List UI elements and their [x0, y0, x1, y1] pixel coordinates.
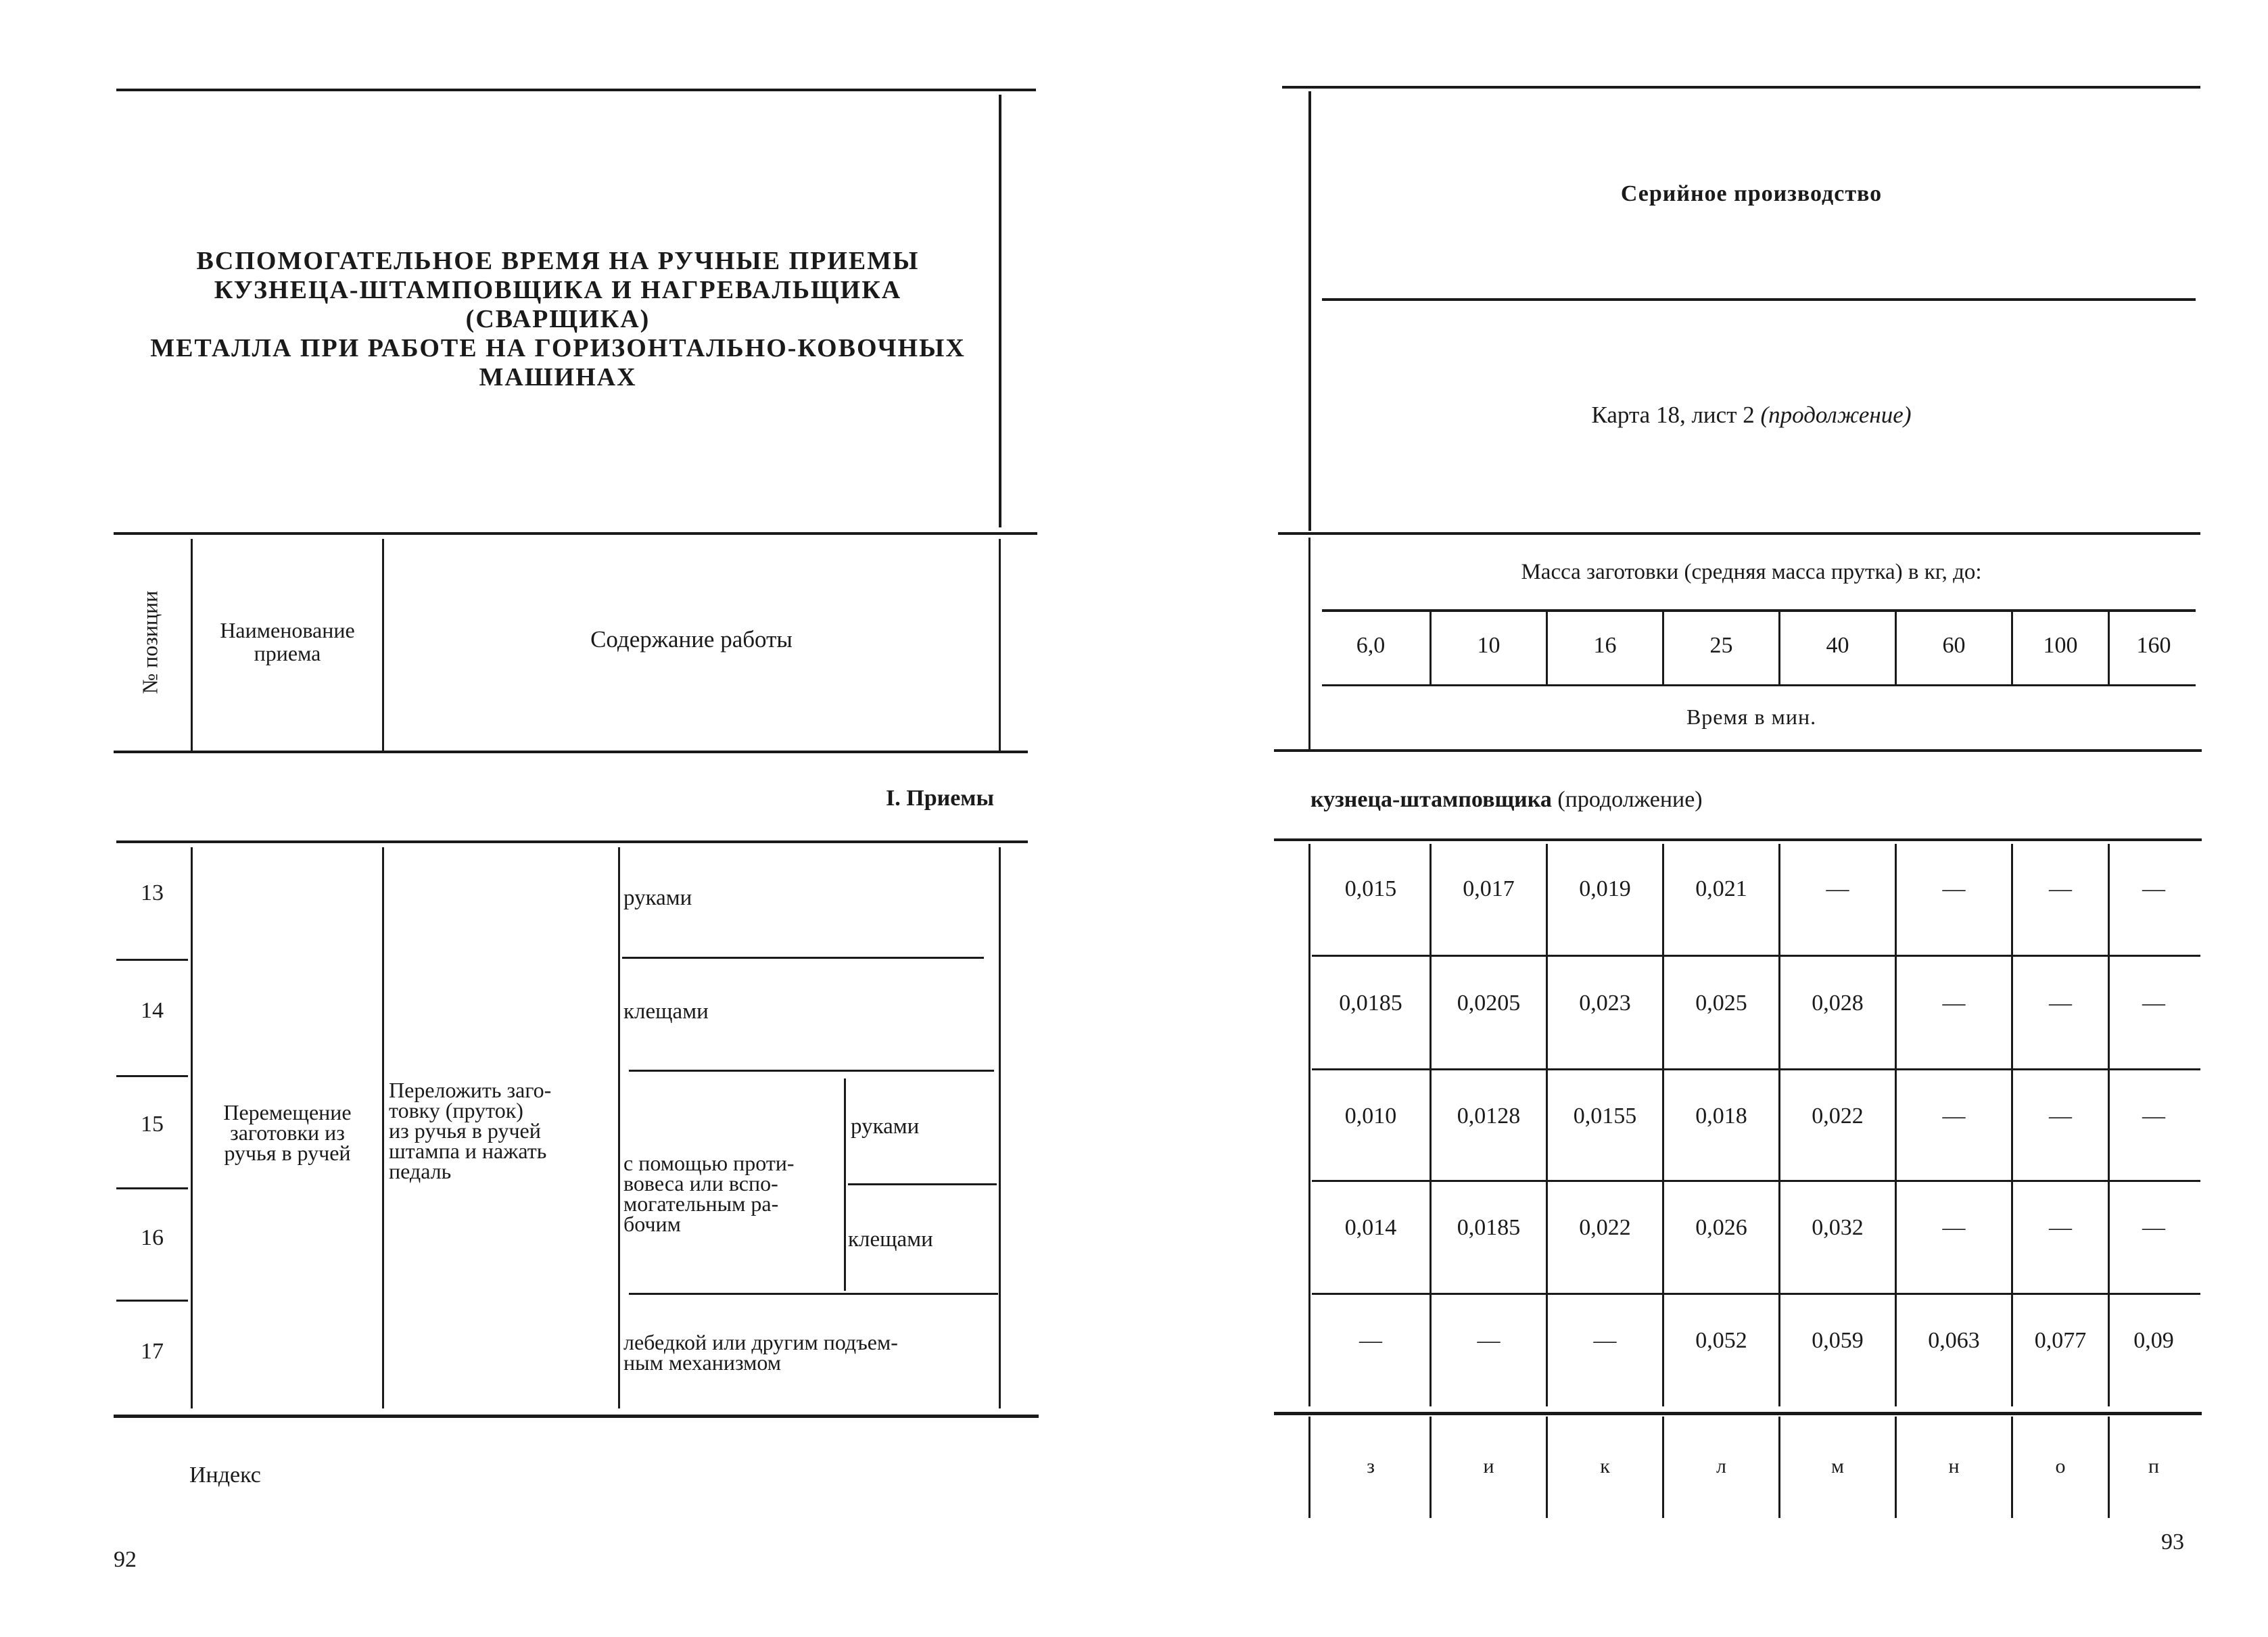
table-cell: — — [2049, 1215, 2072, 1240]
card-number: Карта 18, лист 2 — [1591, 402, 1755, 428]
table-cell: — — [2142, 876, 2165, 901]
index-letter: н — [1948, 1455, 1960, 1477]
page-title: ВСПОМОГАТЕЛЬНОЕ ВРЕМЯ НА РУЧНЫЕ ПРИЕМЫ КУЗНЕЦА-ШТАМПОВЩИКА И НАГРЕВАЛЬЩИКА (СВАРЩИКА) МЕТАЛЛА ПРИ РАБОТЕ НА ГОРИЗОНТАЛЬНО-КОВОЧНЫХ МАШИНАХ — [150, 247, 966, 392]
table-cell: 0,017 — [1463, 876, 1515, 901]
section-heading-right — [1310, 787, 1703, 813]
index-letter: м — [1831, 1455, 1844, 1477]
rule — [1312, 1180, 2200, 1182]
table-cell: — — [1359, 1328, 1382, 1353]
rule — [1274, 1412, 2202, 1415]
position-17: 17 — [141, 1339, 164, 1364]
table-cell: 0,0205 — [1457, 991, 1521, 1016]
section-title: кузнеца-штамповщика — [1310, 787, 1552, 812]
table-cell: 0,032 — [1812, 1215, 1864, 1240]
table-cell: — — [1826, 876, 1849, 901]
mass-10: 10 — [1477, 633, 1501, 658]
rule — [1312, 1293, 2200, 1295]
time-label: Время в мин. — [1686, 705, 1817, 729]
table-cell: 0,077 — [2034, 1328, 2087, 1353]
table-cell: 0,022 — [1579, 1215, 1631, 1240]
production-type: Серийное производство — [1620, 181, 1883, 206]
index-letter: и — [1483, 1455, 1494, 1477]
table-cell: 0,014 — [1344, 1215, 1397, 1240]
table-cell: 0,059 — [1812, 1328, 1864, 1353]
table-cell: — — [1593, 1328, 1617, 1353]
table-cell: 0,026 — [1695, 1215, 1747, 1240]
table-cell: — — [2049, 1104, 2072, 1129]
sub-tongs: клещами — [848, 1227, 933, 1252]
index-label: Индекс — [189, 1463, 261, 1488]
table-cell: — — [2142, 1104, 2165, 1129]
col-header-name: Наименование приема — [220, 618, 355, 665]
index-letter: п — [2148, 1455, 2160, 1477]
col-header-position: № позиции — [137, 590, 162, 694]
rule — [618, 847, 620, 1408]
position-15: 15 — [141, 1112, 164, 1137]
method-counterweight: с помощью проти- вовеса или вспо- могательным ра- бочим — [623, 1151, 795, 1236]
mass-40: 40 — [1826, 633, 1849, 658]
table-cell: 0,063 — [1928, 1328, 1980, 1353]
table-cell: — — [2142, 1215, 2165, 1240]
rule — [1278, 532, 2200, 535]
rule — [1308, 1417, 1310, 1518]
section-heading-left: I. Приемы — [886, 786, 994, 811]
rule — [116, 1075, 188, 1077]
mass-25: 25 — [1709, 633, 1733, 658]
table-cell: 0,019 — [1579, 876, 1631, 901]
table-cell: — — [1942, 1104, 1966, 1129]
table-cell: 0,052 — [1695, 1328, 1747, 1353]
rule — [629, 1070, 994, 1072]
table-cell: — — [2049, 876, 2072, 901]
rule — [1322, 298, 2196, 301]
table-cell: — — [1942, 876, 1966, 901]
position-13: 13 — [141, 880, 164, 905]
mass-6: 6,0 — [1356, 633, 1386, 658]
index-letter: к — [1600, 1455, 1610, 1477]
operation-name: Перемещение заготовки из ручья в ручей — [223, 1100, 352, 1165]
rule — [999, 539, 1001, 751]
table-cell: — — [1942, 1215, 1966, 1240]
operation-content: Переложить заго- товку (пруток) из ручья в ручей штампа и нажать педаль — [389, 1078, 552, 1183]
table-cell: — — [2142, 991, 2165, 1016]
table-cell: 0,025 — [1695, 991, 1747, 1016]
page-number-left: 92 — [114, 1547, 137, 1572]
table-cell: 0,0155 — [1573, 1104, 1637, 1129]
table-cell: — — [1942, 991, 1966, 1016]
rule — [1312, 955, 2200, 957]
table-cell: 0,0128 — [1457, 1104, 1521, 1129]
index-letter: о — [2055, 1455, 2066, 1477]
rule — [382, 847, 384, 1408]
rule — [999, 847, 1001, 1408]
rule — [1274, 838, 2202, 841]
table-cell: 0,023 — [1579, 991, 1631, 1016]
table-cell: 0,0185 — [1339, 991, 1402, 1016]
mass-60: 60 — [1942, 633, 1966, 658]
rule — [114, 532, 1037, 535]
rule — [116, 89, 1036, 91]
rule — [1308, 538, 1310, 751]
rule — [116, 840, 1028, 843]
rule — [1274, 749, 2202, 752]
rule — [1308, 844, 1310, 1406]
position-16: 16 — [141, 1225, 164, 1250]
mass-100: 100 — [2043, 633, 2078, 658]
method-hands: руками — [623, 886, 692, 910]
rule — [844, 1078, 846, 1291]
rule — [1282, 86, 2200, 89]
col-header-content: Содержание работы — [590, 626, 793, 653]
mass-16: 16 — [1593, 633, 1617, 658]
rule — [999, 95, 1001, 527]
mass-header: Масса заготовки (средняя масса прутка) в кг, до: — [1521, 560, 1982, 584]
table-cell: 0,0185 — [1457, 1215, 1521, 1240]
table-cell: 0,018 — [1695, 1104, 1747, 1129]
mass-160: 160 — [2136, 633, 2171, 658]
method-tongs: клещами — [623, 999, 709, 1024]
index-letter: з — [1367, 1455, 1375, 1477]
table-cell: 0,021 — [1695, 876, 1747, 901]
rule — [114, 751, 1028, 753]
table-cell: 0,015 — [1344, 876, 1397, 901]
index-letter: л — [1716, 1455, 1726, 1477]
table-cell: — — [1477, 1328, 1501, 1353]
table-cell: 0,022 — [1812, 1104, 1864, 1129]
table-cell: — — [2049, 991, 2072, 1016]
section-note: (продолжение) — [1557, 787, 1703, 812]
sub-hands: руками — [851, 1114, 920, 1139]
rule — [1322, 684, 2196, 686]
card-note: (продолжение) — [1760, 402, 1912, 428]
rule — [116, 959, 188, 961]
rule — [114, 1415, 1039, 1418]
table-cell: 0,09 — [2133, 1328, 2174, 1353]
rule — [629, 1293, 998, 1295]
rule — [848, 1183, 997, 1185]
rule — [116, 1187, 188, 1189]
rule — [1312, 1068, 2200, 1070]
rule — [1308, 91, 1311, 531]
card-label — [1312, 402, 2191, 429]
table-cell: 0,028 — [1812, 991, 1864, 1016]
rule — [622, 957, 984, 959]
page-number-right: 93 — [2161, 1529, 2184, 1555]
position-14: 14 — [141, 998, 164, 1023]
rule — [116, 1300, 188, 1302]
table-cell: 0,010 — [1344, 1104, 1397, 1129]
rule — [1322, 609, 2196, 612]
method-winch: лебедкой или другим подъем- ным механизмом — [623, 1330, 898, 1375]
